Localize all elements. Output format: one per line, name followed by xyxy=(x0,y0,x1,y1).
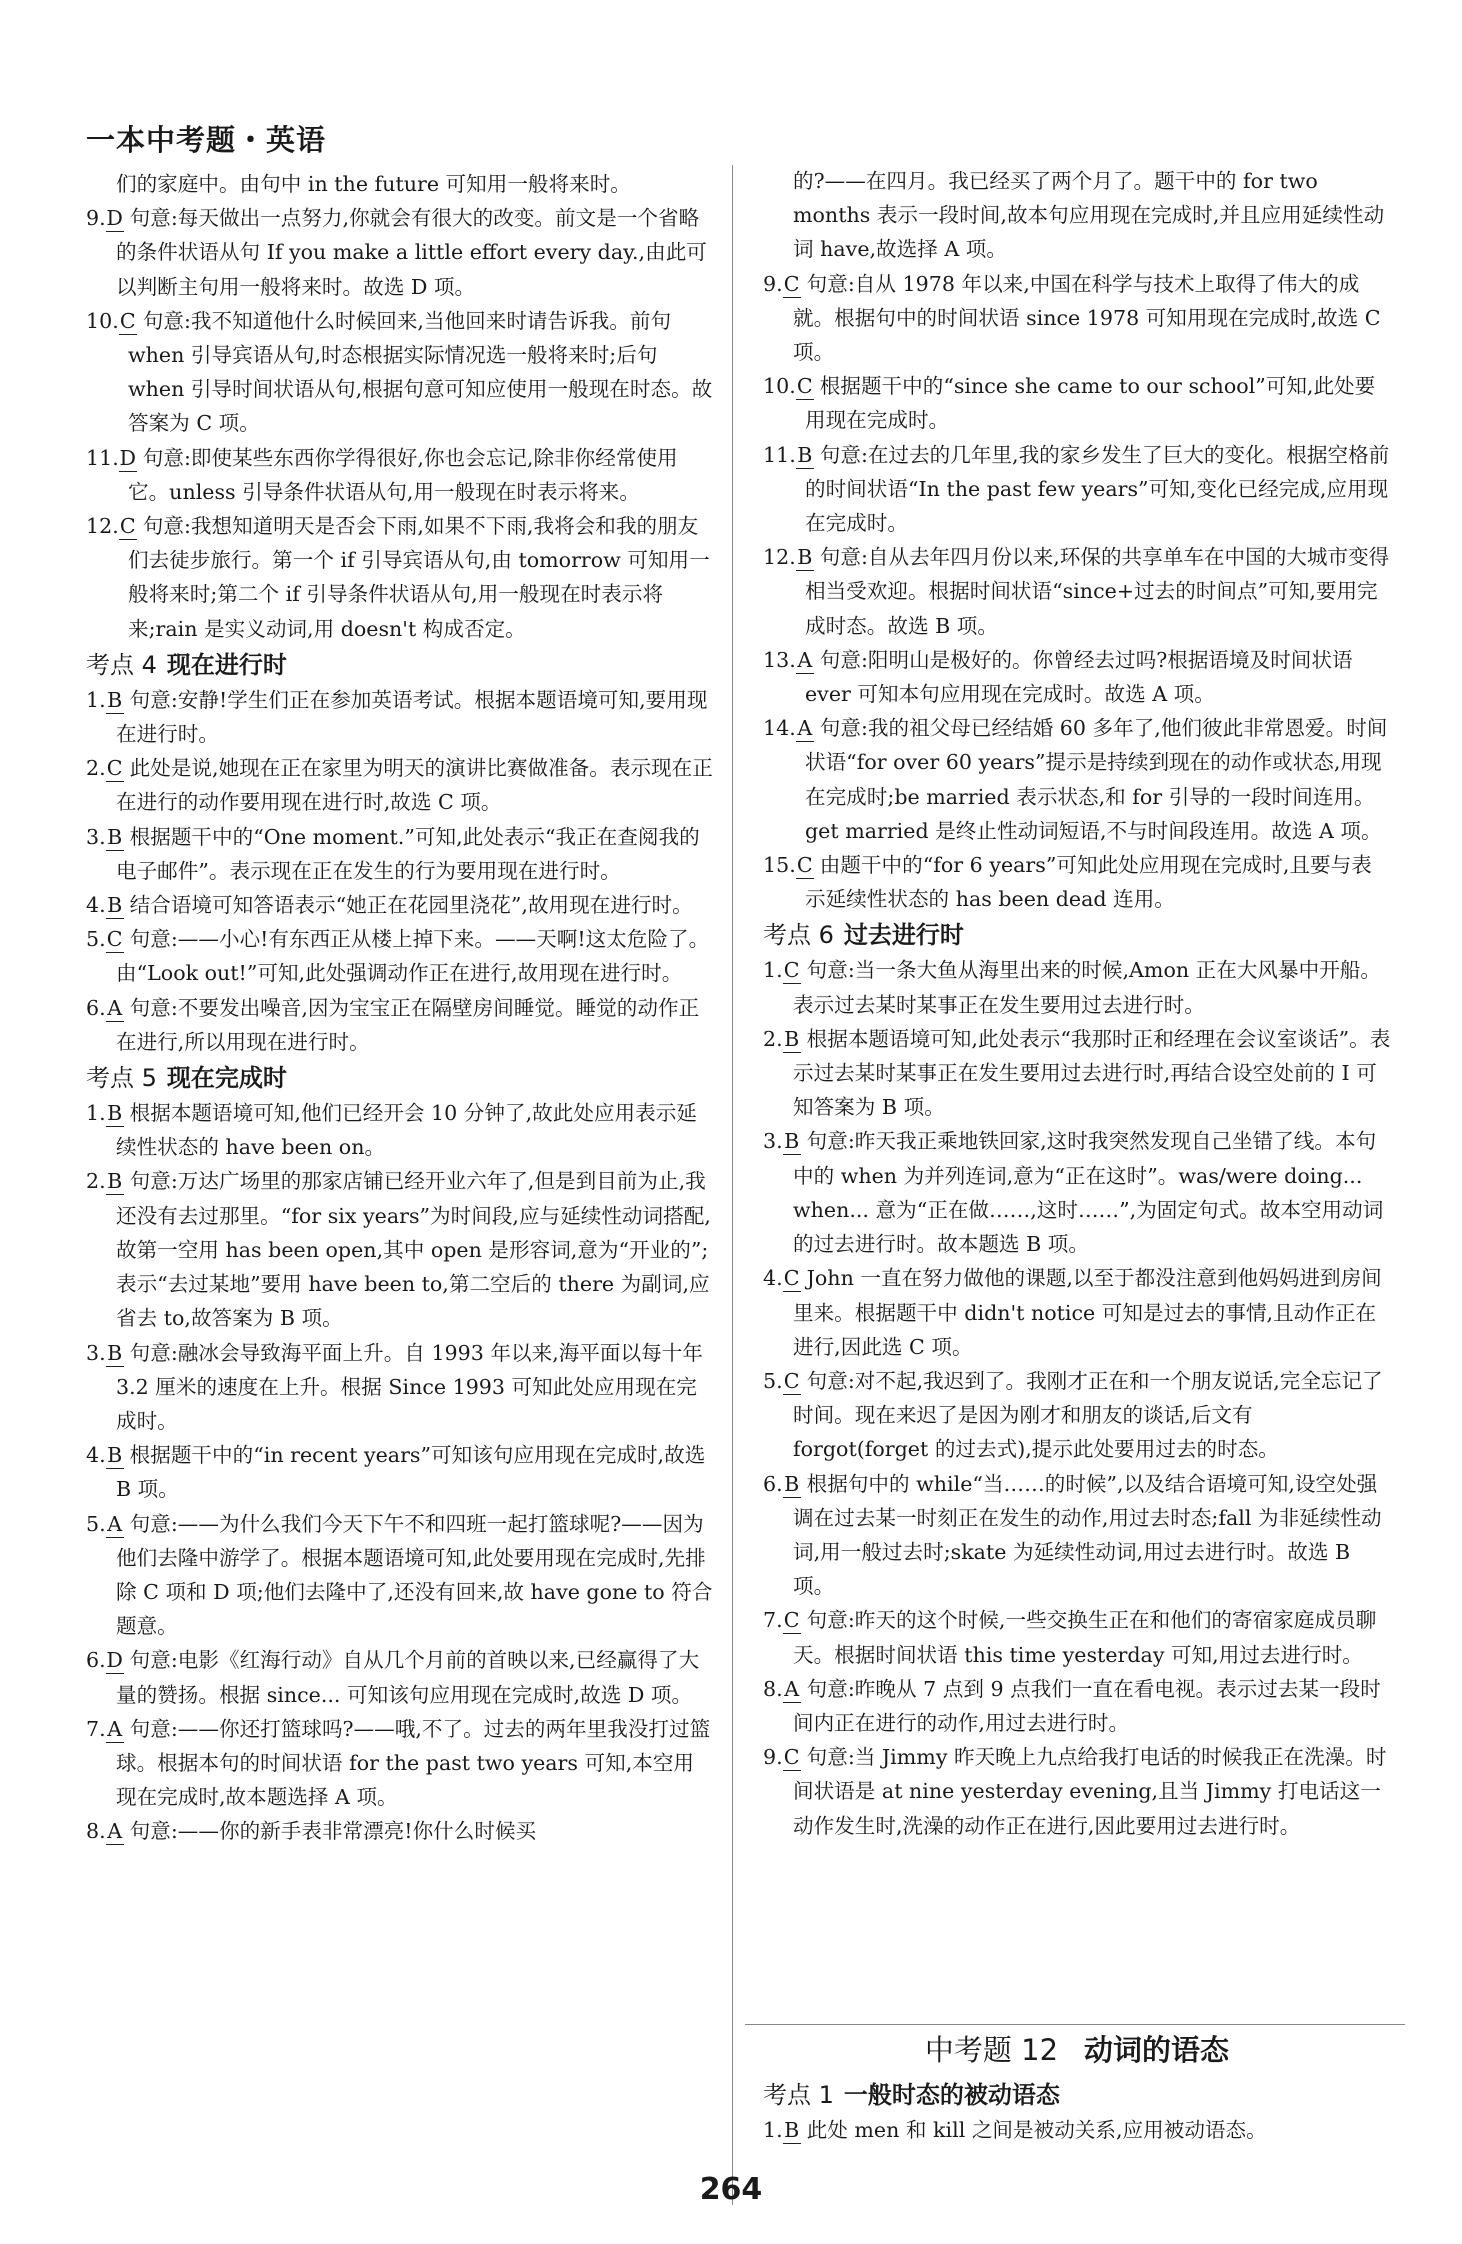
answer-letter: D xyxy=(106,1648,123,1673)
answer-letter: B xyxy=(784,1129,800,1154)
explanation-text: John 一直在努力做他的课题,以至于都没注意到他妈妈进到房间里来。根据题干中 didn't notice 可知是过去的事情,且动作正在进行,因此选 C 项。 xyxy=(793,1266,1382,1359)
section-number: 考点 6 xyxy=(763,921,834,950)
answer-item xyxy=(86,1643,714,1711)
answer-item xyxy=(86,922,714,990)
explanation-text: 句意:不要发出噪音,因为宝宝正在隔壁房间睡觉。睡觉的动作正在进行,所以用现在进行时。 xyxy=(116,995,700,1054)
answer-item xyxy=(763,1740,1391,1843)
answer-item xyxy=(763,1364,1391,1467)
answer-item xyxy=(763,848,1391,916)
section-title: 过去进行时 xyxy=(843,921,964,950)
item-number: 5. xyxy=(86,1511,106,1536)
answer-letter: A xyxy=(107,1511,123,1536)
section-title: 现在完成时 xyxy=(166,1064,287,1093)
item-number: 11. xyxy=(763,442,796,467)
item-number: 9. xyxy=(86,206,106,231)
explanation-text: 句意:即使某些东西你学得很好,你也会忘记,除非你经常使用它。unless 引导条件状语从句,用一般现在时表示将来。 xyxy=(128,445,678,504)
answer-letter: C xyxy=(796,374,813,399)
item-number: 9. xyxy=(763,271,783,296)
item-number: 4. xyxy=(86,893,106,918)
section-heading xyxy=(763,917,1391,953)
explanation-text: 此处是说,她现在正在家里为明天的演讲比赛做准备。表示现在正在进行的动作要用现在进行时,故选 C 项。 xyxy=(116,756,713,815)
answer-letter: A xyxy=(797,647,813,672)
item-number: 7. xyxy=(763,1608,783,1633)
explanation-text: 句意:我的祖父母已经结婚 60 多年了,他们彼此非常恩爱。时间状语“for over 60 years”提示是持续到现在的动作或状态,用现在完成时;be married 表示状态,和 for 引导的一段时间连用。get married 是终止性动词短语,不与时间段连用。故选 A 项。 xyxy=(805,716,1388,843)
explanation-text: 句意:——小心!有东西正从楼上掉下来。——天啊!这太危险了。由“Look out!”可知,此处强调动作正在进行,故用现在进行时。 xyxy=(116,927,710,986)
answer-item xyxy=(86,201,714,304)
column-divider xyxy=(732,165,733,2205)
explanation-text: 句意:万达广场里的那家店铺已经开业六年了,但是到目前为止,我还没有去过那里。“for six years”为时间段,应与延续性动词搭配,故第一空用 has been open,其中 open 是形容词,意为“开业的”;表示“去过某地”要用 have been to,第二空后的 there 为副词,应省去 to,故答案为 B 项。 xyxy=(116,1169,711,1331)
section-title: 现在进行时 xyxy=(166,650,287,679)
answer-item xyxy=(86,509,714,646)
item-number: 2. xyxy=(86,1169,106,1194)
item-number: 5. xyxy=(763,1368,783,1393)
answer-item xyxy=(763,2113,1391,2147)
answer-item xyxy=(763,1022,1391,1125)
explanation-text: 句意:电影《红海行动》自从几个月前的首映以来,已经赢得了大量的赞扬。根据 since... 可知该句应用现在完成时,故选 D 项。 xyxy=(116,1648,700,1707)
answer-item xyxy=(86,1164,714,1335)
explanation-text: 结合语境可知答语表示“她正在花园里浇花”,故用现在进行时。 xyxy=(129,893,693,918)
explanation-text: 句意:昨天的这个时候,一些交换生正在和他们的寄宿家庭成员聊天。根据时间状语 this time yesterday 可知,用过去进行时。 xyxy=(793,1608,1377,1667)
answer-item xyxy=(86,1507,714,1644)
page-number: 264 xyxy=(699,2172,763,2207)
explanation-text: 句意:昨晚从 7 点到 9 点我们一直在看电视。表示过去某一段时间内正在进行的动作,用过去进行时。 xyxy=(793,1676,1381,1735)
item-number: 8. xyxy=(763,1676,783,1701)
section-number: 考点 1 xyxy=(763,2081,834,2109)
item-number: 6. xyxy=(763,1471,783,1496)
explanation-text: 句意:——为什么我们今天下午不和四班一起打篮球呢?——因为他们去隆中游学了。根据本题语境可知,此处要用现在完成时,先排除 C 项和 D 项;他们去隆中了,还没有回来,故 have gone to 符合题意。 xyxy=(116,1511,713,1639)
explanation-text: 句意:当一条大鱼从海里出来的时候,Amon 正在大风暴中开船。表示过去某时某事正在发生要用过去进行时。 xyxy=(793,958,1381,1017)
explanation-text: 根据本题语境可知,他们已经开会 10 分钟了,故此处应用表示延续性状态的 have been on。 xyxy=(116,1101,697,1160)
item-number: 13. xyxy=(763,647,796,672)
item-number: 2. xyxy=(86,756,106,781)
item-number: 8. xyxy=(86,1819,106,1844)
answer-letter: A xyxy=(107,1716,123,1741)
explanation-text: 句意:我想知道明天是否会下雨,如果不下雨,我将会和我的朋友们去徒步旅行。第一个 if 引导宾语从句,由 tomorrow 可知用一般将来时;第二个 if 引导条件状语从句,用一般现在时表示将来;rain 是实义动词,用 doesn't 构成否定。 xyxy=(128,514,710,641)
answer-letter: C xyxy=(106,756,123,781)
item-number: 10. xyxy=(86,308,119,333)
answer-letter: B xyxy=(797,545,813,570)
explanation-text: 句意:自从 1978 年以来,中国在科学与技术上取得了伟大的成就。根据句中的时间状语 since 1978 可知用现在完成时,故选 C 项。 xyxy=(793,271,1381,365)
item-number: 6. xyxy=(86,1648,106,1673)
explanation-text: 句意:安静!学生们正在参加英语考试。根据本题语境可知,要用现在进行时。 xyxy=(116,687,708,747)
section-title: 一般时态的被动语态 xyxy=(843,2081,1060,2109)
answer-letter: B xyxy=(107,1443,123,1468)
answer-item xyxy=(86,888,714,922)
left-column xyxy=(86,167,714,1849)
explanation-text: 句意:自从去年四月份以来,环保的共享单车在中国的大城市变得相当受欢迎。根据时间状语“since+过去的时间点”可知,要用完成时态。故选 B 项。 xyxy=(805,545,1390,638)
answer-letter: C xyxy=(783,1745,800,1770)
explanation-text: 句意:在过去的几年里,我的家乡发生了巨大的变化。根据空格前的时间状语“In the past few years”可知,变化已经完成,应用现在完成时。 xyxy=(805,442,1390,536)
explanation-text: 根据本题语境可知,此处表示“我那时正和经理在会议室谈话”。表示过去某时某事正在发生要用过去进行时,再结合设空处前的 I 可知答案为 B 项。 xyxy=(793,1026,1391,1120)
answer-item xyxy=(763,711,1391,848)
answer-item xyxy=(763,1467,1391,1604)
answer-item xyxy=(86,1096,714,1164)
answer-letter: A xyxy=(107,995,123,1020)
answer-item xyxy=(763,953,1391,1021)
section-number: 考点 5 xyxy=(86,1064,157,1093)
item-number: 3. xyxy=(86,824,106,849)
chapter-title xyxy=(763,2028,1391,2069)
explanation-text: 根据题干中的“One moment.”可知,此处表示“我正在查阅我的电子邮件”。表示现在正在发生的行为要用现在进行时。 xyxy=(116,824,700,883)
explanation-text: 此处 men 和 kill 之间是被动关系,应用被动语态。 xyxy=(806,2118,1267,2142)
explanation-text: 根据题干中的“in recent years”可知该句应用现在完成时,故选 B 项。 xyxy=(116,1443,706,1502)
answer-letter: B xyxy=(797,442,813,467)
answer-item xyxy=(86,1438,714,1506)
item-number: 12. xyxy=(86,514,119,539)
answer-item xyxy=(763,369,1391,437)
section-heading xyxy=(763,2077,1391,2113)
answer-item xyxy=(86,751,714,819)
explanation-text: 句意:我不知道他什么时候回来,当他回来时请告诉我。前句 when 引导宾语从句,时态根据实际情况选一般将来时;后句 when 引导时间状语从句,根据句意可知应使用一般现在时态。故答案为 C 项。 xyxy=(128,308,713,436)
explanation-text: 句意:每天做出一点努力,你就会有很大的改变。前文是一个省略的条件状语从句 If you make a little effort every day.,由此可以判断主句用一般将来时。故选 D 项。 xyxy=(116,206,707,299)
answer-item xyxy=(86,1814,714,1848)
explanation-text: 根据题干中的“since she came to our school”可知,此处要用现在完成时。 xyxy=(805,374,1376,433)
answer-letter: A xyxy=(797,716,813,741)
answer-letter: C xyxy=(106,927,123,952)
section-number: 考点 4 xyxy=(86,650,157,679)
item-number: 7. xyxy=(86,1716,106,1741)
item-number: 1. xyxy=(86,687,106,712)
item-number: 10. xyxy=(763,374,796,399)
item-number: 9. xyxy=(763,1745,783,1770)
chapter-name: 动词的语态 xyxy=(1084,2033,1230,2067)
answer-letter: B xyxy=(784,1026,800,1051)
answer-letter: A xyxy=(784,1676,800,1701)
explanation-text: 句意:阳明山是极好的。你曾经去过吗?根据语境及时间状语 ever 可知本句应用现在完成时。故选 A 项。 xyxy=(805,647,1353,707)
explanation-text: 句意:当 Jimmy 昨天晚上九点给我打电话的时候我正在洗澡。时间状语是 at nine yesterday evening,且当 Jimmy 打电话这一动作发生时,洗澡的动作正在进行,因此要用过去进行时。 xyxy=(793,1745,1387,1838)
answer-letter: C xyxy=(119,514,136,539)
answer-item xyxy=(763,1261,1391,1364)
answer-letter: B xyxy=(107,1101,123,1126)
item-number: 2. xyxy=(763,1026,783,1051)
answer-item xyxy=(763,540,1391,643)
answer-letter: D xyxy=(106,206,123,231)
answer-letter: B xyxy=(784,2118,800,2142)
answer-letter: C xyxy=(783,1608,800,1633)
item-number: 5. xyxy=(86,927,106,952)
explanation-text: 句意:——你还打篮球吗?——哦,不了。过去的两年里我没打过篮球。根据本句的时间状语 for the past two years 可知,本空用现在完成时,故本题选择 A 项。 xyxy=(116,1716,711,1810)
item-number: 6. xyxy=(86,995,106,1020)
item-number: 3. xyxy=(86,1340,106,1365)
answer-letter: B xyxy=(784,1471,800,1496)
answer-letter: C xyxy=(783,271,800,296)
answer-item xyxy=(86,441,714,509)
item-number: 3. xyxy=(763,1129,783,1154)
section-heading xyxy=(86,1060,714,1096)
answer-letter: B xyxy=(107,687,123,712)
item-number: 15. xyxy=(763,853,796,878)
answer-letter: C xyxy=(783,1368,800,1393)
answer-letter: B xyxy=(107,1340,123,1365)
answer-item xyxy=(763,643,1391,711)
chapter-rule xyxy=(745,2024,1405,2025)
answer-item xyxy=(86,1336,714,1439)
answer-letter: C xyxy=(796,853,813,878)
item-number: 4. xyxy=(763,1266,783,1291)
item-number: 4. xyxy=(86,1443,106,1468)
item-number: 1. xyxy=(86,1101,106,1126)
answer-letter: C xyxy=(783,958,800,983)
answer-letter: B xyxy=(107,893,123,918)
book-title: 一本中考题・英语 xyxy=(86,123,327,157)
answer-item xyxy=(86,991,714,1059)
answer-item xyxy=(763,267,1391,370)
answer-item xyxy=(86,683,714,751)
explanation-text: 句意:对不起,我迟到了。我刚才正在和一个朋友说话,完全忘记了时间。现在来迟了是因为刚才和朋友的谈话,后文有 forgot(forget 的过去式),提示此处要用过去的时态。 xyxy=(793,1368,1383,1462)
item-number: 11. xyxy=(86,445,119,470)
answer-item xyxy=(763,1672,1391,1740)
answer-item xyxy=(763,1124,1391,1261)
answer-letter: B xyxy=(107,824,123,849)
answer-letter: C xyxy=(119,308,136,333)
answer-letter: A xyxy=(107,1819,123,1844)
continued-text: 的?——在四月。我已经买了两个月了。题干中的 for two months 表示一段时间,故本句应用现在完成时,并且应用延续性动词 have,故选择 A 项。 xyxy=(793,169,1385,262)
section-heading xyxy=(86,647,714,683)
right-column xyxy=(763,164,1391,1843)
explanation-text: 句意:昨天我正乘地铁回家,这时我突然发现自己坐错了线。本句中的 when 为并列连词,意为“正在这时”。was/were doing... when... 意为“正在做……,这时……”,为固定句式。故本空用动词的过去进行时。故本题选 B 项。 xyxy=(793,1129,1384,1257)
explanation-text: 根据句中的 while“当……的时候”,以及结合语境可知,设空处强调在过去某一时刻正在发生的动作,用过去时态;fall 为非延续性动词,用一般过去时;skate 为延续性动词,用过去进行时。故选 B 项。 xyxy=(793,1471,1382,1599)
answer-item xyxy=(86,820,714,888)
answer-letter: D xyxy=(119,445,137,470)
explanation-text: 由题干中的“for 6 years”可知此处应用现在完成时,且要与表示延续性状态的 has been dead 连用。 xyxy=(805,853,1372,912)
chapter-number: 中考题 12 xyxy=(924,2033,1059,2067)
item-number: 12. xyxy=(763,545,796,570)
answer-letter: B xyxy=(107,1169,123,1194)
explanation-text: 句意:——你的新手表非常漂亮!你什么时候买 xyxy=(129,1819,537,1844)
explanation-text: 句意:融冰会导致海平面上升。自 1993 年以来,海平面以每十年 3.2 厘米的速度在上升。根据 Since 1993 可知此处应用现在完成时。 xyxy=(116,1340,703,1433)
answer-item xyxy=(763,1603,1391,1671)
answer-item xyxy=(86,304,714,441)
item-number: 1. xyxy=(763,2118,783,2142)
chapter-section xyxy=(763,2076,1391,2147)
item-number: 1. xyxy=(763,958,783,983)
answer-item xyxy=(86,1712,714,1815)
answer-letter: C xyxy=(783,1266,800,1291)
continued-text: 们的家庭中。由句中 in the future 可知用一般将来时。 xyxy=(116,172,631,196)
answer-item xyxy=(763,438,1391,541)
item-number: 14. xyxy=(763,716,796,741)
